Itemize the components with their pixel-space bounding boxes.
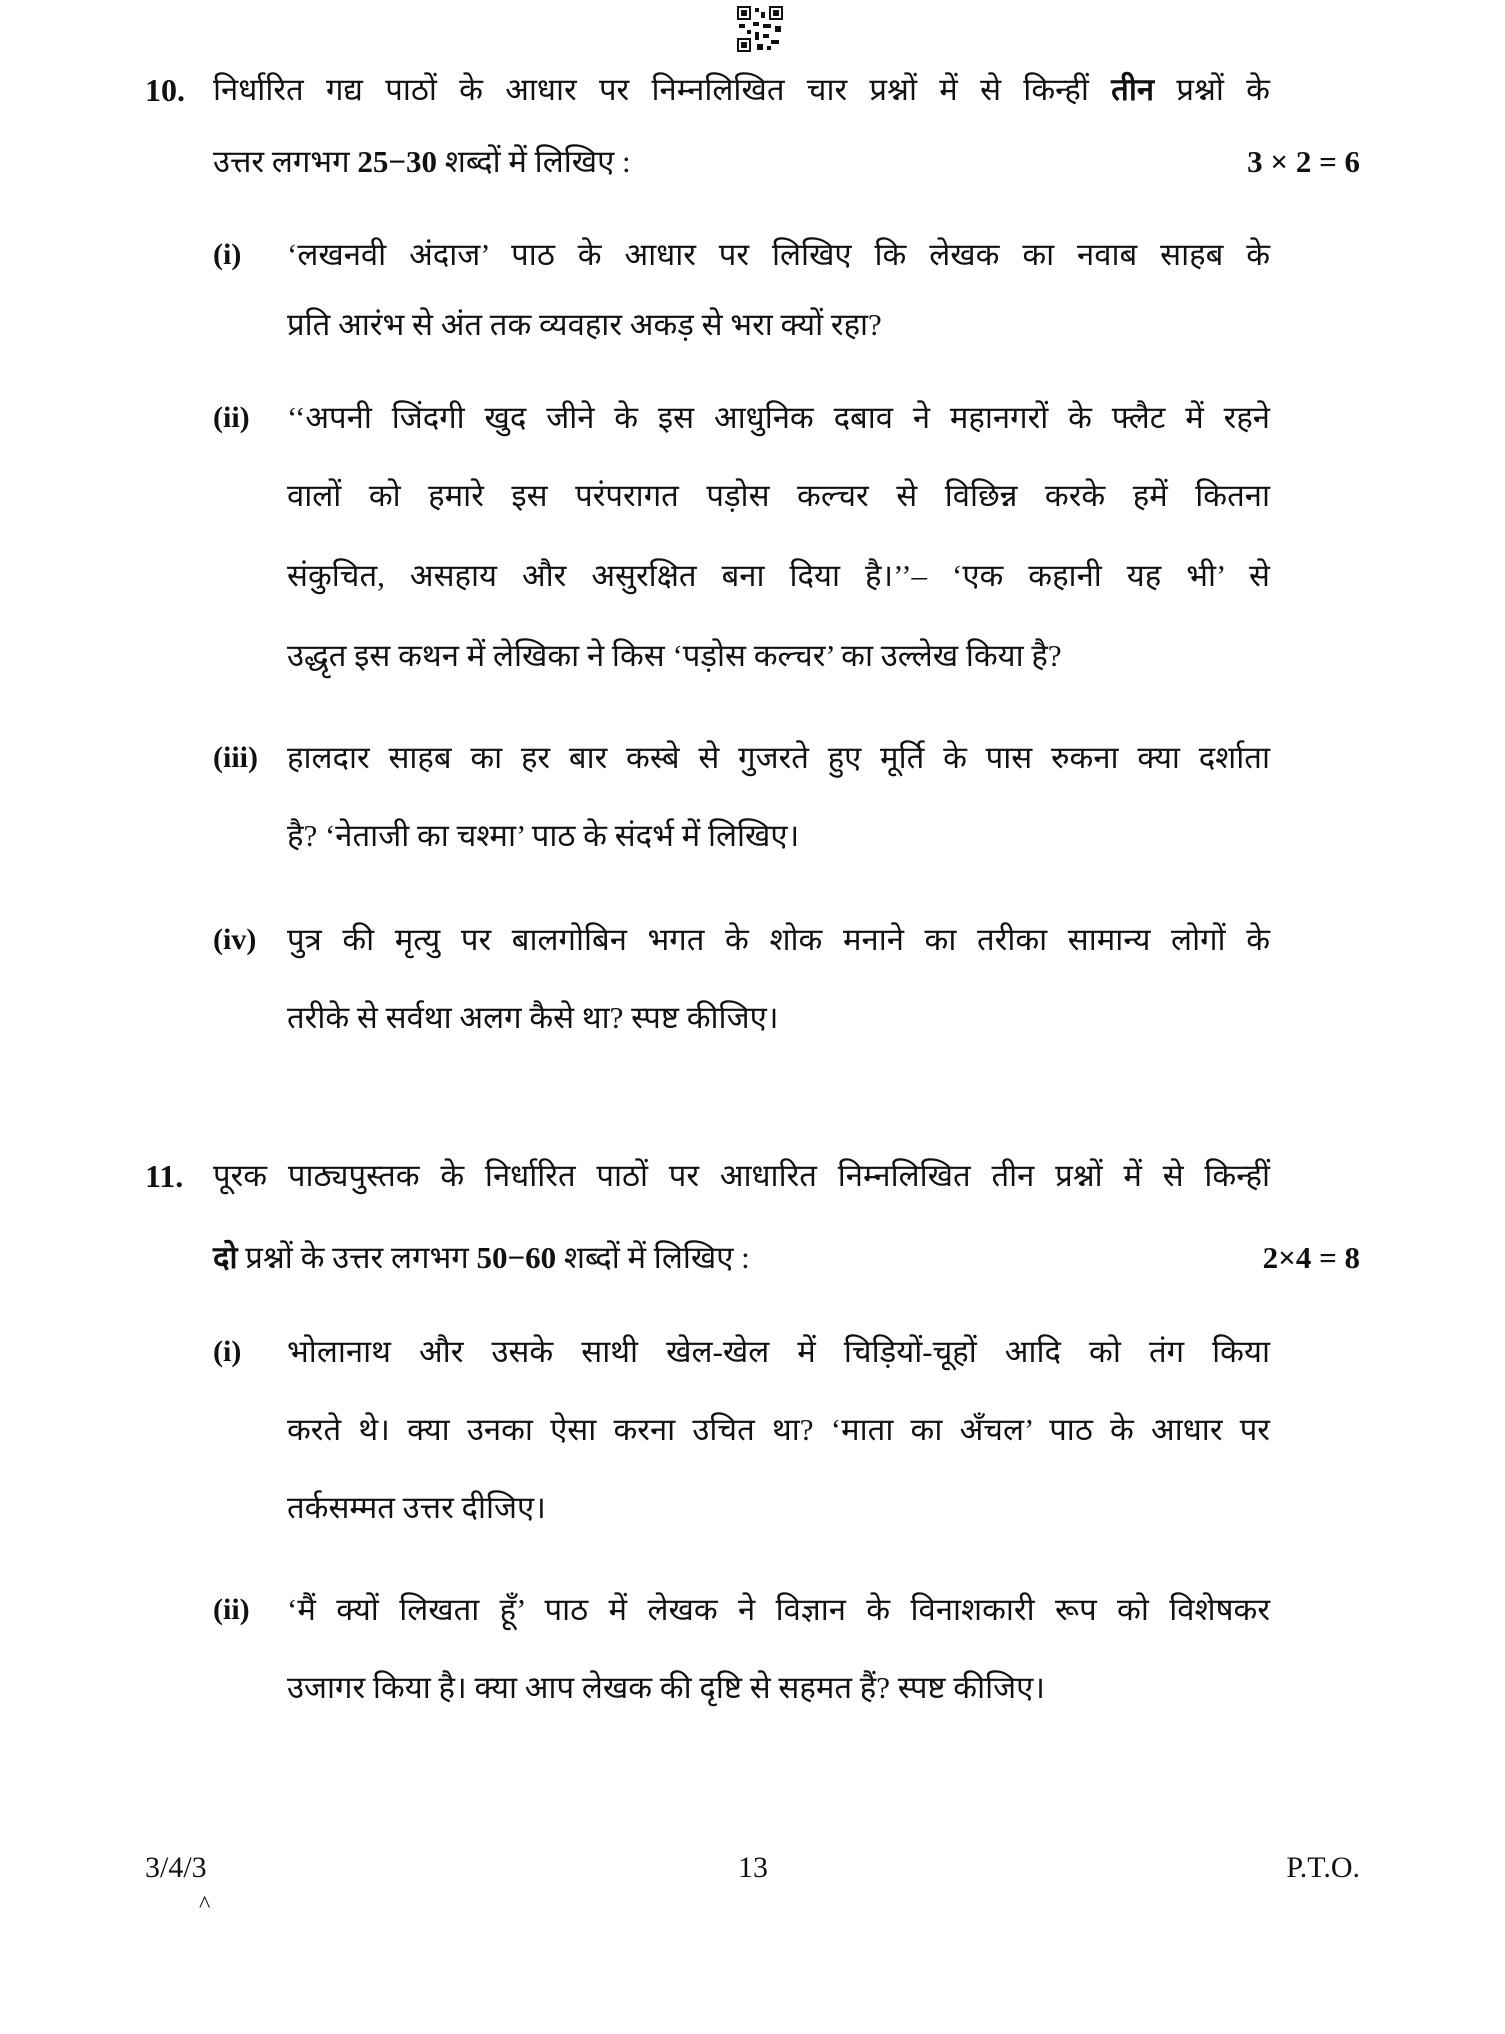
sub-question-text-line: तर्कसम्मत उत्तर दीजिए। — [287, 1490, 546, 1525]
instruction-text: तीन — [1111, 72, 1155, 107]
question-number: 11. — [145, 1158, 184, 1194]
paper-code: 3/4/3 — [145, 1851, 207, 1884]
instruction-text: दो — [213, 1240, 238, 1275]
marks-allocation: 2×4 = 8 — [1262, 1240, 1360, 1275]
instruction-text: शब्दों में लिखिए : — [556, 1240, 750, 1275]
qr-code — [737, 6, 783, 52]
sub-question-text-line: पुत्र की मृत्यु पर बालगोबिन भगत के शोक मनाने का तरीका सामान्य लोगों के — [287, 922, 1270, 957]
sub-question-label: (ii) — [213, 1593, 250, 1626]
sub-question-text-line: उजागर किया है। क्या आप लेखक की दृष्टि से सहमत हैं? स्पष्ट कीजिए। — [287, 1670, 1046, 1705]
sub-question-text-line: ‘‘अपनी जिंदगी खुद जीने के इस आधुनिक दबाव ने महानगरों के फ्लैट में रहने — [287, 400, 1270, 435]
instruction-text: शब्दों में लिखिए : — [436, 144, 631, 179]
question-instruction-line — [213, 70, 1270, 110]
sub-question-text-line: है? ‘नेताजी का चश्मा’ पाठ के संदर्भ में लिखिए। — [287, 818, 800, 853]
instruction-text: प्रश्नों के उत्तर लगभग — [237, 1240, 477, 1275]
sub-question-text-line: तरीके से सर्वथा अलग कैसे था? स्पष्ट कीजिए। — [287, 1000, 779, 1035]
sub-question-label: (iii) — [213, 741, 258, 774]
pto-label: P.T.O. — [1286, 1851, 1360, 1884]
page-number: 13 — [738, 1851, 768, 1884]
sub-question-text-line: ‘मैं क्यों लिखता हूँ’ पाठ में लेखक ने विज्ञान के विनाशकारी रूप को विशेषकर — [287, 1592, 1270, 1627]
sub-question-label: (i) — [213, 1335, 242, 1368]
question-number: 10. — [145, 72, 185, 108]
question-instruction-line — [213, 1238, 750, 1278]
question-instruction-line — [213, 1156, 1270, 1196]
sub-question-label: (iv) — [213, 923, 257, 956]
caret-mark: ^ — [199, 1892, 211, 1918]
question-instruction-line — [213, 142, 631, 182]
instruction-text: 25−30 — [357, 144, 437, 179]
sub-question-text-line: ‘लखनवी अंदाज’ पाठ के आधार पर लिखिए कि लेखक का नवाब साहब के — [287, 237, 1270, 272]
marks-allocation: 3 × 2 = 6 — [1247, 144, 1360, 179]
sub-question-text-line: करते थे। क्या उनका ऐसा करना उचित था? ‘माता का अँचल’ पाठ के आधार पर — [287, 1412, 1270, 1447]
instruction-text: 50−60 — [476, 1240, 557, 1275]
instruction-text: उत्तर लगभग — [213, 144, 358, 179]
sub-question-text-line: उद्धृत इस कथन में लेखिका ने किस ‘पड़ोस कल्चर’ का उल्लेख किया है? — [287, 638, 1062, 673]
instruction-text: निर्धारित गद्य पाठों के आधार पर निम्नलिखित चार प्रश्नों में से किन्हीं — [213, 72, 1112, 107]
instruction-text: पूरक पाठ्यपुस्तक के निर्धारित पाठों पर आधारित निम्नलिखित तीन प्रश्नों में से किन्हीं — [213, 1158, 1270, 1193]
sub-question-text-line: संकुचित, असहाय और असुरक्षित बना दिया है।’’– ‘एक कहानी यह भी’ से — [287, 558, 1270, 593]
sub-question-text-line: वालों को हमारे इस परंपरागत पड़ोस कल्चर से विछिन्न करके हमें कितना — [287, 478, 1270, 513]
sub-question-text-line: भोलानाथ और उसके साथी खेल-खेल में चिड़ियों-चूहों आदि को तंग किया — [287, 1334, 1270, 1369]
sub-question-label: (ii) — [213, 401, 250, 434]
sub-question-text-line: प्रति आरंभ से अंत तक व्यवहार अकड़ से भरा क्यों रहा? — [287, 307, 882, 342]
sub-question-label: (i) — [213, 238, 242, 271]
sub-question-text-line: हालदार साहब का हर बार कस्बे से गुजरते हुए मूर्ति के पास रुकना क्या दर्शाता — [287, 740, 1270, 775]
instruction-text: प्रश्नों के — [1154, 72, 1270, 107]
